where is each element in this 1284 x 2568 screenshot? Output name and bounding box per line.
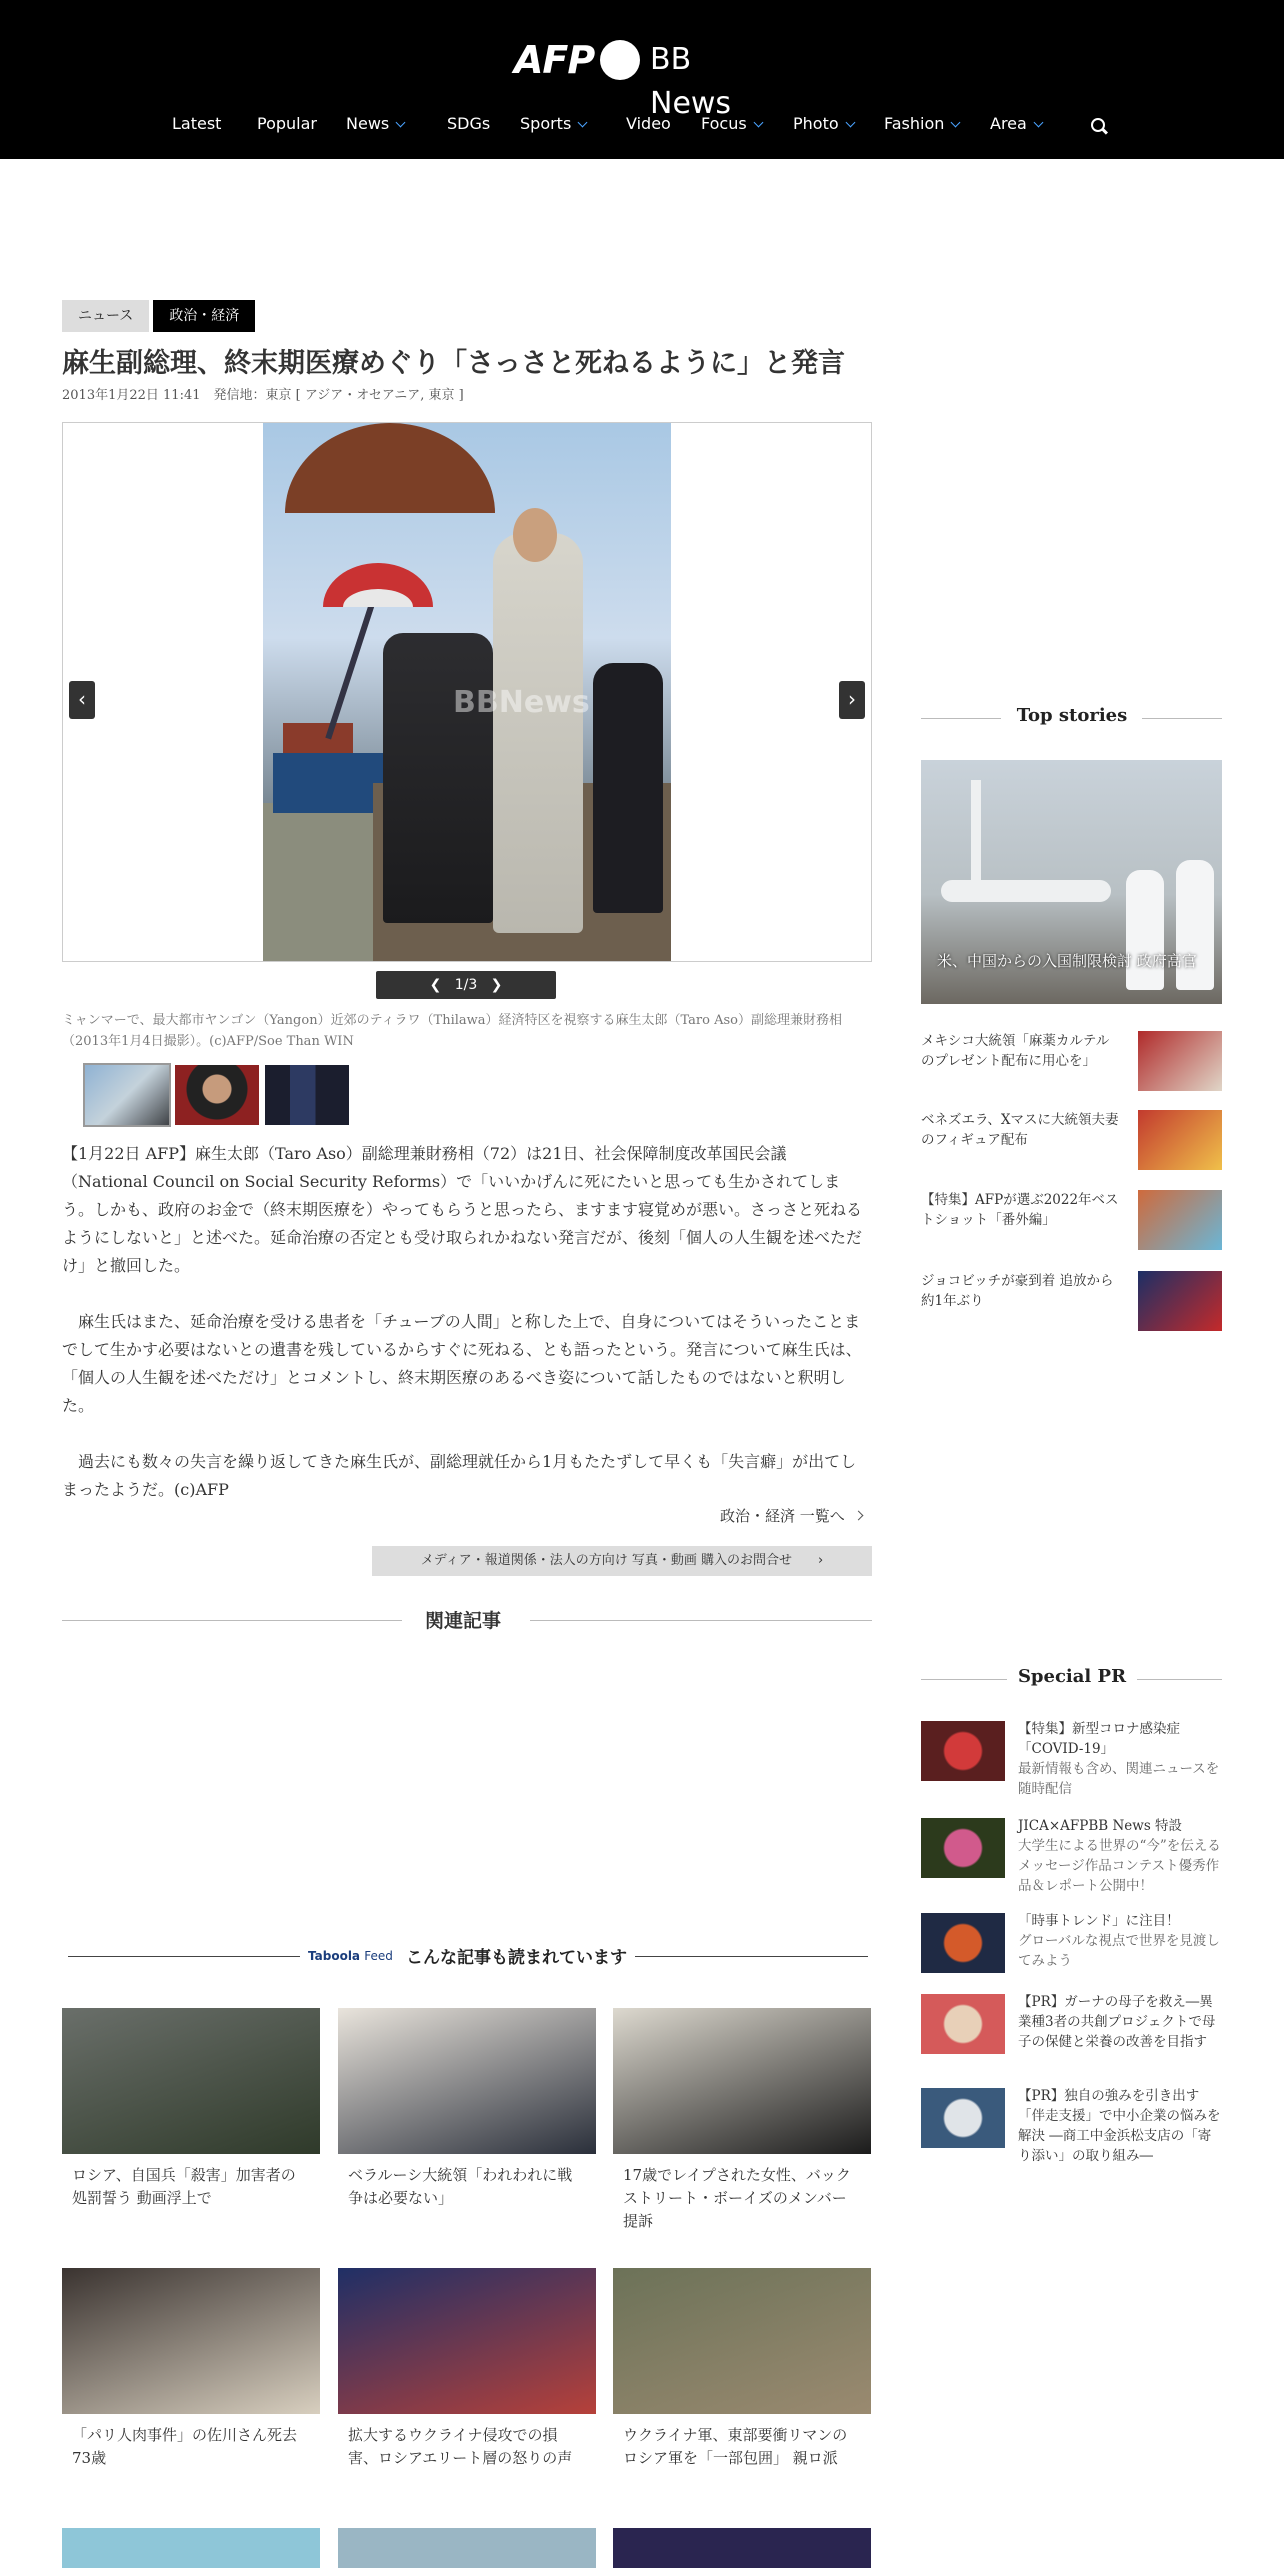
photo-crowd-right (593, 663, 663, 913)
top-stories-rule-right (1142, 718, 1222, 719)
special-pr-thumbnail (921, 2088, 1005, 2148)
article-paragraph: 麻生氏はまた、延命治療を受ける患者を「チューブの人間」と称した上で、自身についてはそういったことまでして生かす必要はないとの遺書を残しているからすぐに死ねる、とも語ったという。発言について麻生氏は、「個人の人生観を述べただけ」とコメントし、終末期医療のあるべき姿について話したものではないと釈明した。 (62, 1312, 862, 1415)
nav-item-video[interactable] (626, 110, 671, 138)
nav-item-label: News (346, 114, 390, 133)
nav-item-label: Area (990, 114, 1027, 133)
recommended-card[interactable] (62, 2008, 320, 2210)
nav-item-sports[interactable] (520, 110, 586, 138)
special-pr-title: Special PR (1017, 1666, 1127, 1687)
recommended-card[interactable] (338, 2268, 596, 2470)
gallery-thumb-3[interactable] (265, 1065, 349, 1125)
gallery-thumb-1[interactable] (85, 1065, 169, 1125)
recommended-card-image (338, 2268, 596, 2414)
recommended-card-title: ベラルーシ大統領「われわれに戦争は必要ない」 (348, 2166, 573, 2207)
top-story-item[interactable] (921, 1110, 1222, 1172)
nav-item-area[interactable] (990, 110, 1042, 138)
chevron-right-icon (853, 1511, 863, 1521)
special-pr-thumbnail (921, 1721, 1005, 1781)
top-story-title: 【特集】AFPが選ぶ2022年ベストショット「番外編」 (921, 1192, 1119, 1228)
special-pr-subtitle: 大学生による世界の“今”を伝えるメッセージ作品コンテスト優秀作品＆レポート公開中！ (1018, 1838, 1221, 1894)
chevron-down-icon (396, 118, 406, 128)
recommended-card-title: 拡大するウクライナ侵攻での損害、ロシアエリート層の怒りの声 (348, 2426, 573, 2467)
gallery-thumb-2[interactable] (175, 1065, 259, 1125)
main-photo[interactable] (263, 423, 671, 961)
top-story-thumbnail (1138, 1031, 1222, 1091)
top-story-thumbnail (1138, 1110, 1222, 1170)
special-pr-title: 【PR】独自の強みを引き出す「伴走支援」で中小企業の悩みを解決 ―商工中金浜松支店の「寄り添い」の取り組み― (1018, 2088, 1221, 2164)
top-story-thumbnail (1138, 1190, 1222, 1250)
article-meta: 2013年1月22日 11:41 発信地：東京 [ アジア・オセアニア, 東京 ] (62, 388, 464, 403)
related-title: 関連記事 (425, 1610, 502, 1632)
chevron-down-icon (951, 118, 961, 128)
hero-plane-tail (971, 780, 981, 890)
special-pr-title: 【特集】新型コロナ感染症「COVID-19」 (1018, 1721, 1180, 1757)
special-pr-text (1018, 2086, 1222, 2166)
special-pr-text (1018, 1719, 1222, 1799)
nav-item-label: Latest (172, 114, 222, 133)
purchase-inquiry-bar[interactable]: メディア・報道関係・法人の方向け 写真・動画 購入のお問合せ › (372, 1546, 872, 1576)
special-pr-rule-left (921, 1679, 1007, 1680)
article-paragraph: 過去にも数々の失言を繰り返してきた麻生氏が、副総理就任から1月もたたずして早くも「失言癖」が出てしまったようだ。(c)AFP (62, 1452, 857, 1499)
nav-item-label: Sports (520, 114, 572, 133)
photo-man-head (513, 508, 557, 562)
recommended-card[interactable] (613, 2528, 871, 2568)
gallery-next-button[interactable]: › (839, 681, 865, 719)
special-pr-text (1018, 1992, 1222, 2052)
top-story-thumbnail (1138, 1271, 1222, 1331)
top-story-item[interactable] (921, 1031, 1222, 1093)
category-list-link[interactable] (720, 1505, 862, 1526)
related-rule-right (530, 1620, 872, 1621)
logo-afp-text: AFP (514, 38, 595, 82)
nav-item-popular[interactable] (257, 110, 317, 138)
gallery-pager (376, 971, 556, 999)
special-pr-title: JICA×AFPBB News 特設 (1018, 1818, 1183, 1834)
taboola-logo[interactable] (308, 1949, 393, 1963)
special-pr-text (1018, 1911, 1222, 1971)
article-body (62, 1140, 872, 1532)
top-story-item[interactable] (921, 1190, 1222, 1252)
related-rule-left (62, 1620, 402, 1621)
photo-ship-containers (283, 723, 353, 755)
special-pr-title: 「時事トレンド」に注目！ (1018, 1913, 1180, 1929)
recommended-card-image (62, 2008, 320, 2154)
recommended-card-title: ロシア、自国兵「殺害」加害者の処罰誓う 動画浮上で (72, 2166, 296, 2207)
pager-next-icon[interactable]: ❯ (490, 977, 503, 993)
nav-item-label: Fashion (884, 114, 945, 133)
special-pr-subtitle: グローバルな視点で世界を見渡してみよう (1018, 1933, 1220, 1969)
special-pr-thumbnail (921, 1994, 1005, 2054)
nav-item-label: Focus (701, 114, 747, 133)
site-header (0, 0, 1284, 159)
photo-caption: ミャンマーで、最大都市ヤンゴン（Yangon）近郊のティラワ（Thilawa）経済特区を視察する麻生太郎（Taro Aso）副総理兼財務相（2013年1月4日撮影）。(c)AFP/Soe Than WIN (62, 1013, 842, 1049)
recommended-card-image (338, 2528, 596, 2568)
special-pr-title: 【PR】ガーナの母子を救え―異業種3者の共創プロジェクトで母子の保健と栄養の改善を目指す (1018, 1994, 1216, 2050)
taboola-header (300, 1943, 635, 1969)
top-story-item[interactable] (921, 1271, 1222, 1333)
photo-ship (273, 753, 383, 813)
special-pr-text (1018, 1816, 1222, 1896)
article-paragraph: 【1月22日 AFP】麻生太郎（Taro Aso）副総理兼財務相（72）は21日、社会保障制度改革国民会議（National Council on Social Security Reforms）で「いいかげんに死にたいと思っても生かされてしまう。しかも、政府のお金で（終末期医療を）やってもらうと思ったら、ますます寝覚めが悪い。さっさと死ねるようにしないと」と述べた。延命治療の否定とも受け取られかねない発言だが、後刻「個人の人生観を述べただけ」と撤回した。 (62, 1144, 863, 1275)
photo-watermark: BBNews (453, 685, 590, 720)
recommended-card[interactable] (338, 2008, 596, 2210)
nav-item-label: Popular (257, 114, 317, 133)
chevron-down-icon (753, 118, 763, 128)
taboola-title: こんな記事も読まれています (405, 1948, 627, 1968)
photo-man-suit (493, 533, 583, 933)
category-list-label: 政治・経済 一覧へ (720, 1507, 845, 1525)
nav-item-label: Photo (793, 114, 839, 133)
recommended-card[interactable] (613, 2008, 871, 2233)
nav-item-label: SDGs (447, 114, 491, 133)
recommended-card[interactable] (62, 2268, 320, 2470)
recommended-card-title: ウクライナ軍、東部要衝リマンのロシア軍を「一部包囲」 親ロ派 (623, 2426, 848, 2467)
special-pr-thumbnail (921, 1818, 1005, 1878)
photo-gallery (62, 422, 872, 962)
recommended-card-image (62, 2528, 320, 2568)
recommended-card[interactable] (613, 2268, 871, 2470)
special-pr-subtitle: 最新情報も含め、関連ニュースを随時配信 (1018, 1761, 1220, 1797)
taboola-logo-text: Taboola (308, 1948, 361, 1963)
badge-news[interactable]: ニュース (62, 300, 149, 332)
recommended-card[interactable] (338, 2528, 596, 2568)
recommended-card-image (613, 2528, 871, 2568)
pager-prev-icon[interactable]: ❮ (429, 977, 442, 993)
nav-item-photo[interactable] (793, 110, 854, 138)
special-pr-rule-right (1137, 1679, 1222, 1680)
pager-count: 1/3 (454, 977, 478, 993)
recommended-card-image (613, 2008, 871, 2154)
logo-bb-text: BB News (650, 42, 732, 121)
gallery-prev-button[interactable]: ‹ (69, 681, 95, 719)
special-pr-thumbnail (921, 1913, 1005, 1973)
top-stories-rule-left (921, 718, 1001, 719)
nav-item-news[interactable] (346, 110, 404, 138)
nav-item-latest[interactable] (172, 110, 221, 138)
chevron-down-icon (1033, 118, 1043, 128)
article-badges (62, 300, 259, 332)
recommended-card-image (613, 2268, 871, 2414)
recommended-card-title: 「パリ人肉事件」の佐川さん死去 73歳 (72, 2426, 298, 2467)
top-story-hero[interactable] (921, 760, 1222, 1004)
chevron-down-icon (578, 118, 588, 128)
nav-item-fashion[interactable] (884, 110, 959, 138)
top-story-title: ジョコビッチが豪到着 追放から約1年ぶり (921, 1273, 1114, 1309)
article-title: 麻生副総理、終末期医療めぐり「さっさと死ねるように」と発言 (62, 348, 845, 379)
hero-caption: 米、中国からの入国制限検討 政府高官 (937, 952, 1197, 970)
afpbb-logo[interactable] (514, 38, 774, 121)
nav-item-focus[interactable] (701, 110, 762, 138)
top-stories-title: Top stories (1016, 705, 1128, 726)
badge-category[interactable]: 政治・経済 (153, 300, 255, 332)
hero-hazmat-1 (1126, 870, 1164, 990)
photo-red-umbrella (323, 563, 433, 607)
recommended-card-title: 17歳でレイプされた女性、バックストリート・ボーイズのメンバー提訴 (623, 2166, 851, 2230)
gallery-thumbnails (85, 1065, 355, 1125)
photo-brown-umbrella (285, 423, 495, 513)
logo-circle-icon (600, 40, 640, 80)
nav-item-label: Video (626, 114, 671, 133)
recommended-card-image (62, 2268, 320, 2414)
search-icon[interactable] (1091, 118, 1105, 132)
recommended-card[interactable] (62, 2528, 320, 2568)
hero-plane (941, 880, 1111, 902)
taboola-feed-text: Feed (364, 1948, 393, 1963)
nav-item-sdgs[interactable] (447, 110, 490, 138)
top-story-title: ベネズエラ、Xマスに大統領夫妻のフィギュア配布 (921, 1112, 1119, 1148)
chevron-down-icon (845, 118, 855, 128)
recommended-card-image (338, 2008, 596, 2154)
top-story-title: メキシコ大統領「麻薬カルテルのプレゼント配布に用心を」 (921, 1033, 1110, 1069)
photo-crowd (383, 633, 493, 923)
